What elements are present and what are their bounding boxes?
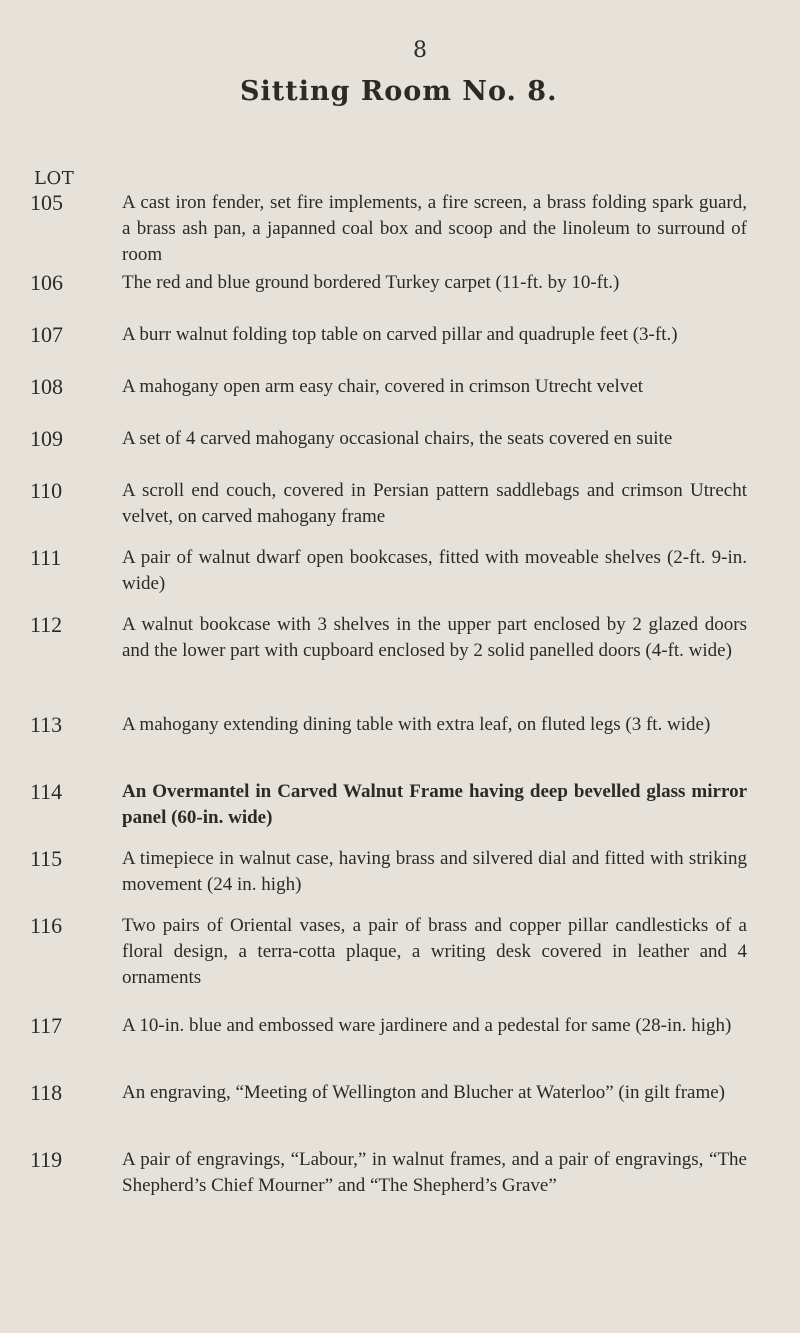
lot-number: 114 bbox=[30, 779, 63, 804]
lot-number: 110 bbox=[30, 478, 63, 503]
lot-description: A pair of walnut dwarf open bookcases, fitted with moveable shelves (2-ft. 9-in. wide) bbox=[122, 547, 747, 594]
lot-description: A mahogany extending dining table with extra leaf, on fluted legs (3 ft. wide) bbox=[122, 714, 711, 735]
lot-description: Two pairs of Oriental vases, a pair of brass and copper pillar candlesticks of a floral design, a terra-cotta plaque, a writing desk covered in leather and 4 ornaments bbox=[122, 915, 747, 988]
lot-number: 112 bbox=[30, 612, 63, 637]
lot-number: 106 bbox=[30, 270, 63, 295]
lot-description: The red and blue ground bordered Turkey carpet (11-ft. by 10-ft.) bbox=[122, 272, 620, 293]
page-number: 8 bbox=[413, 38, 427, 63]
lot-description: A burr walnut folding top table on carved pillar and quadruple feet (3-ft.) bbox=[122, 324, 678, 345]
lot-description: An Overmantel in Carved Walnut Frame having deep bevelled glass mirror panel (60-in. wide) bbox=[122, 781, 747, 828]
lot-number: 116 bbox=[30, 913, 63, 938]
lot-description: A set of 4 carved mahogany occasional chairs, the seats covered en suite bbox=[122, 428, 673, 449]
lot-number: 118 bbox=[30, 1080, 63, 1105]
lot-description: A timepiece in walnut case, having brass and silvered dial and fitted with striking movement (24 in. high) bbox=[122, 848, 747, 895]
lot-number: 108 bbox=[30, 374, 63, 399]
lot-number: 109 bbox=[30, 426, 63, 451]
lot-number: 117 bbox=[30, 1013, 63, 1038]
lot-description: An engraving, “Meeting of Wellington and Blucher at Waterloo” (in gilt frame) bbox=[122, 1082, 725, 1103]
lot-description: A cast iron fender, set fire implements, a fire screen, a brass folding spark guard, a brass ash pan, a japanned coal box and scoop and the linoleum to surround of room bbox=[122, 192, 747, 265]
lot-description: A 10-in. blue and embossed ware jardinere and a pedestal for same (28-in. high) bbox=[122, 1015, 732, 1036]
lot-number: 119 bbox=[30, 1147, 63, 1172]
lot-number: 107 bbox=[30, 322, 63, 347]
lot-number: 105 bbox=[30, 190, 63, 215]
lot-number: 111 bbox=[30, 545, 62, 570]
lot-description: A mahogany open arm easy chair, covered in crimson Utrecht velvet bbox=[122, 376, 644, 397]
page-heading: Sitting Room No. 8. bbox=[240, 76, 558, 107]
lot-number: 113 bbox=[30, 712, 63, 737]
lot-description: A walnut bookcase with 3 shelves in the upper part enclosed by 2 glazed doors and the lower part with cupboard enclosed by 2 solid panelled doors (4-ft. wide) bbox=[122, 614, 747, 661]
lot-description: A scroll end couch, covered in Persian pattern saddlebags and crimson Utrecht velvet, on carved mahogany frame bbox=[122, 480, 747, 527]
lot-description: A pair of engravings, “Labour,” in walnut frames, and a pair of engravings, “The Shepherd’s Chief Mourner” and “The Shepherd’s Grave” bbox=[122, 1149, 747, 1196]
lot-column-label: LOT bbox=[34, 168, 75, 189]
lot-number: 115 bbox=[30, 846, 63, 871]
